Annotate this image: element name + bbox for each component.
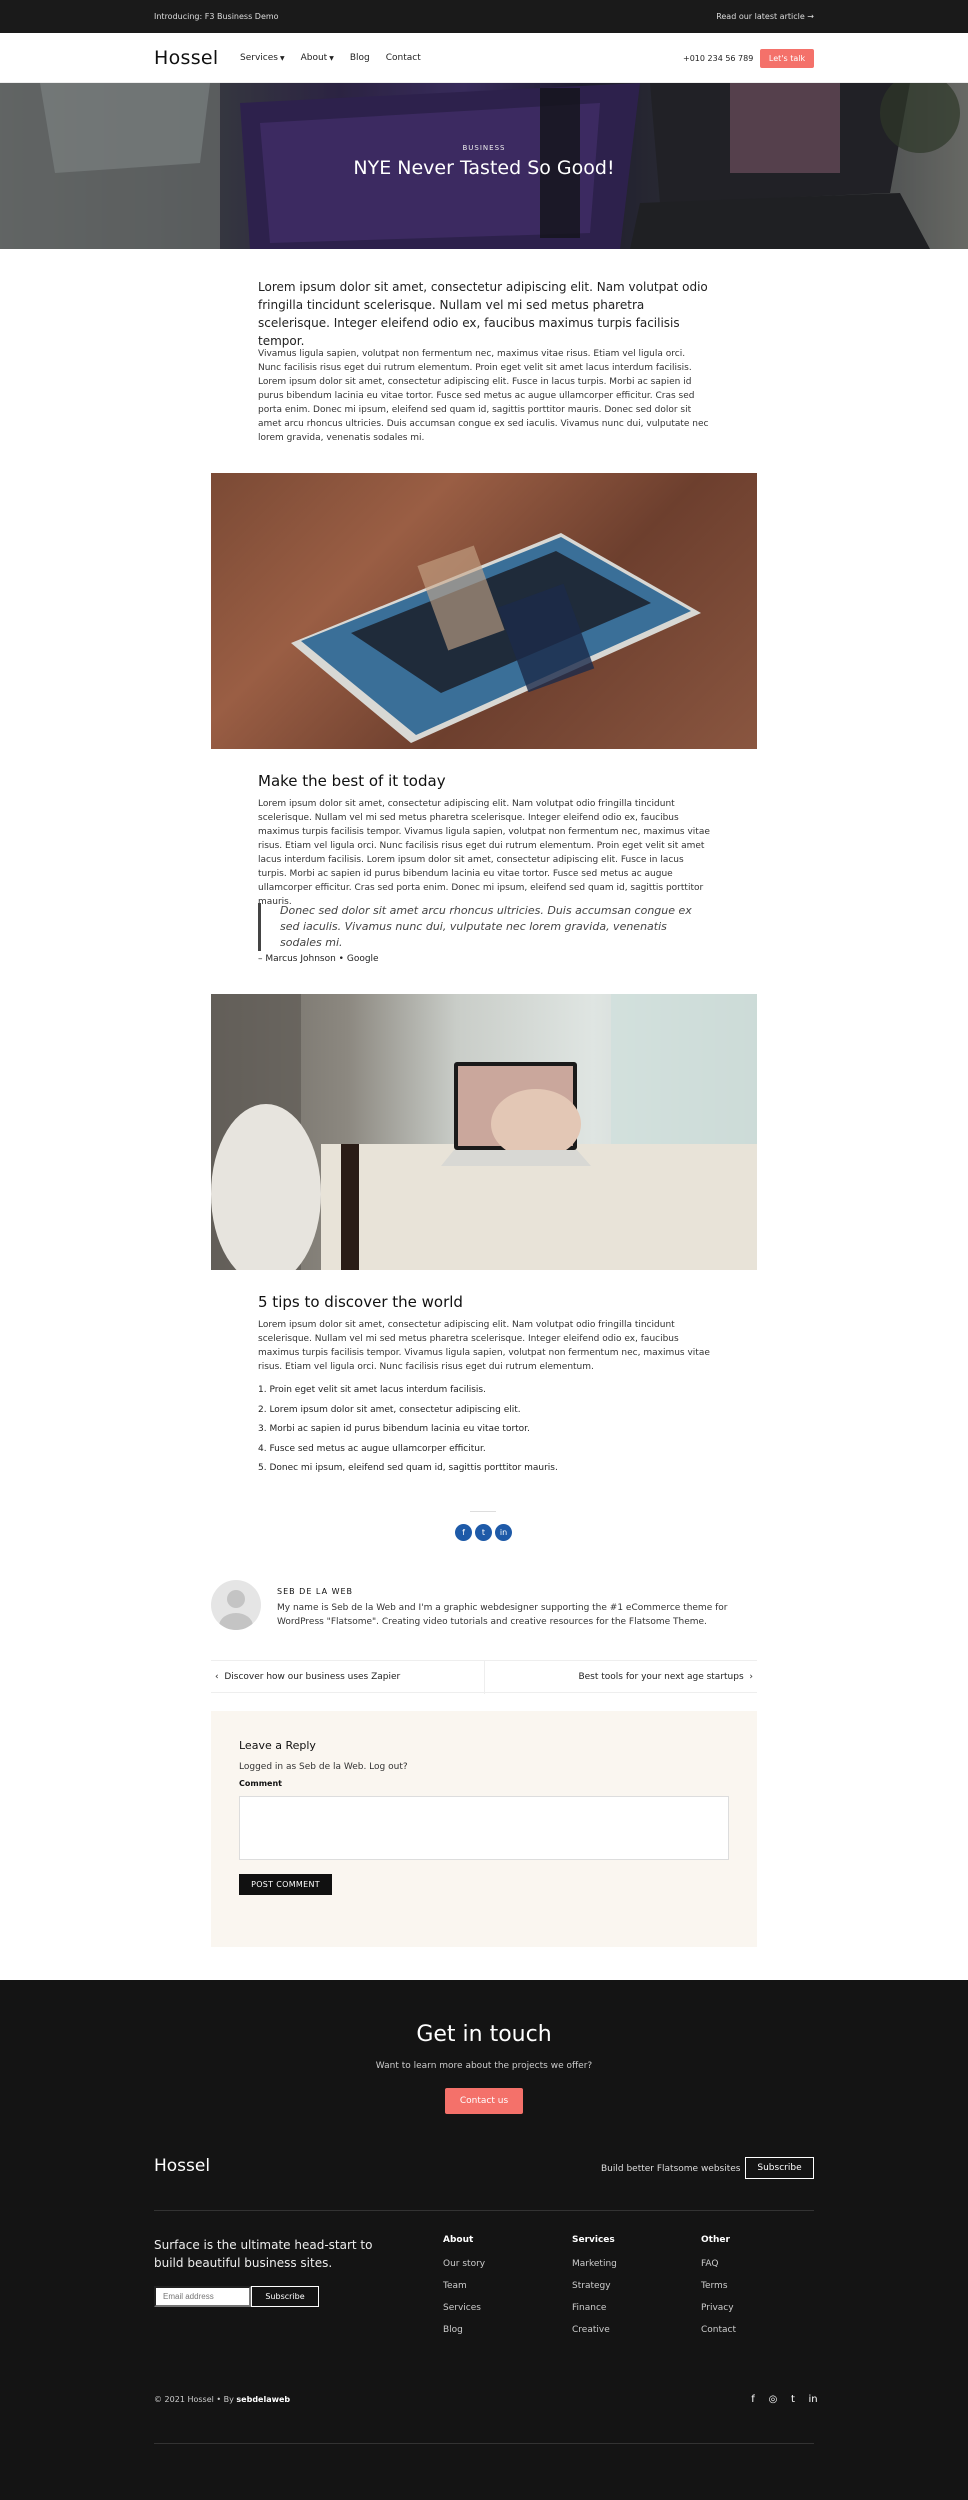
list-item: 5. Donec mi ipsum, eleifend sed quam id, sagittis porttitor mauris. [258,1463,558,1473]
blockquote: Donec sed dolor sit amet arcu rhoncus ultricies. Duis accumsan congue ex sed iaculis. Vivamus nunc dui, vulputate nec lorem gravida, venenatis sodales mi. [258,903,710,951]
list-item: 2. Lorem ipsum dolor sit amet, consectetur adipiscing elit. [258,1404,521,1415]
list-item: 4. Fusce sed metus ac augue ullamcorper efficitur. [258,1443,486,1454]
email-field[interactable] [154,2286,251,2307]
nav-about[interactable]: About ▼ [300,53,334,63]
section-heading: 5 tips to discover the world [258,1293,463,1311]
twitter-icon[interactable]: t [791,2393,795,2405]
footer-link[interactable]: Creative [572,2325,610,2335]
laptop-photo [211,994,757,1270]
nav-services[interactable]: Services ▼ [240,53,285,63]
logged-in-text[interactable]: Logged in as Seb de la Web. Log out? [239,1762,408,1772]
footer-column-services [572,2235,617,2347]
footer-link[interactable]: Strategy [572,2281,611,2291]
facebook-icon[interactable]: f [751,2393,755,2405]
footer-logo[interactable]: Hossel [154,2156,211,2176]
site-header [0,33,968,83]
post-navigation [211,1660,757,1693]
footer-link[interactable]: Privacy [701,2303,734,2313]
footer-subtitle: Want to learn more about the projects we offer? [375,2061,593,2071]
footer-link[interactable]: Finance [572,2303,607,2313]
quote-citation: – Marcus Johnson • Google [258,954,379,964]
footer-link[interactable]: Team [443,2281,467,2291]
footer-link[interactable]: FAQ [701,2259,719,2269]
tablet-photo [211,473,757,749]
instagram-icon[interactable]: ◎ [768,2393,778,2405]
section-heading: Make the best of it today [258,772,446,790]
footer-link[interactable]: Services [443,2303,481,2313]
phone-number[interactable]: +010 234 56 789 [683,54,754,63]
latest-article-link[interactable]: Read our latest article → [716,12,814,21]
lets-talk-button[interactable]: Let's talk [760,49,814,68]
reply-title: Leave a Reply [239,1739,316,1752]
chevron-down-icon: ▼ [329,55,334,62]
email-subscribe-button[interactable]: Subscribe [251,2286,319,2307]
share-buttons [455,1524,512,1541]
footer-link[interactable]: Terms [701,2281,728,2291]
chevron-down-icon: ▼ [279,55,285,62]
page-title: NYE Never Tasted So Good! [353,157,615,179]
contact-us-button[interactable]: Contact us [445,2088,523,2114]
hero-banner [0,83,968,249]
footer-column-other [701,2235,736,2347]
brand-link[interactable]: sebdelaweb [236,2395,291,2404]
linkedin-icon[interactable]: in [808,2393,818,2405]
divider [154,2443,814,2444]
avatar [211,1580,261,1630]
column-heading: About [443,2235,474,2245]
twitter-icon[interactable]: t [475,1524,492,1541]
footer-link[interactable]: Blog [443,2325,463,2335]
chevron-left-icon: ‹ [215,1672,225,1682]
body-paragraph: Lorem ipsum dolor sit amet, consectetur adipiscing elit. Nam volutpat odio fringilla tincidunt scelerisque. Nullam vel mi sed metus pharetra scelerisque. Integer eleifend odio ex, faucibus maximus turpis facilisis tempor. Vivamus ligula sapien, volutpat non fermentum nec, maximus vitae risus. Etiam vel ligula orci. Nunc facilisis risus eget dui rutrum elementum. [258,1320,710,1372]
footer-column-about [443,2235,485,2347]
author-name[interactable]: SEB DE LA WEB [277,1587,354,1596]
list-item: 1. Proin eget velit sit amet lacus interdum facilisis. [258,1385,486,1395]
author-bio: My name is Seb de la Web and I'm a graphic webdesigner supporting the #1 eCommerce theme for WordPress "Flatsome". Creating video tutorials and creative resources for the Flatsome Theme. [277,1603,728,1627]
body-paragraph: Vivamus ligula sapien, volutpat non fermentum nec, maximus vitae risus. Etiam vel ligula orci. Nunc facilisis risus eget dui rutrum elementum. Proin eget velit sit amet lacus interdum facilisis. Lorem ipsum dolor sit amet, consectetur adipiscing elit. Fusce in lacus turpis. Morbi ac sapien id purus bibendum lacinia eu vitae tortor. Fusce sed metus ac augue ullamcorper efficitur. Cras sed porta enim. Donec mi ipsum, eleifend sed quam id, sagittis porttitor mauris. Donec sed dolor sit amet arcu rhoncus ultricies. Duis accumsan congue ex sed iaculis. Vivamus nunc dui, vulputate nec lorem gravida, venenatis sodales mi. [258,349,709,443]
list-item: 3. Morbi ac sapien id purus bibendum lacinia eu vitae tortor. [258,1424,530,1434]
linkedin-icon[interactable]: in [495,1524,512,1541]
reply-form [211,1711,757,1947]
column-heading: Services [572,2235,615,2245]
category-label[interactable]: BUSINESS [462,144,506,152]
footer-link[interactable]: Our story [443,2259,486,2269]
comment-label: Comment [239,1779,282,1788]
next-post-link[interactable]: Best tools for your next age startups › [578,1672,753,1682]
previous-post-link[interactable]: ‹ Discover how our business uses Zapier [215,1672,401,1682]
chevron-right-icon: › [743,1672,753,1682]
column-heading: Other [701,2235,730,2245]
social-links [747,2393,819,2405]
site-footer [0,1980,968,2500]
subscribe-button[interactable]: Subscribe [745,2157,814,2179]
top-bar [0,0,968,33]
post-comment-button[interactable]: POST COMMENT [239,1874,332,1895]
copyright: © 2021 Hossel • By sebdelaweb [154,2395,291,2404]
promo-text[interactable]: Introducing: F3 Business Demo [154,12,279,21]
footer-link[interactable]: Contact [701,2325,737,2335]
body-paragraph: Lorem ipsum dolor sit amet, consectetur adipiscing elit. Nam volutpat odio fringilla tincidunt scelerisque. Nullam vel mi sed metus pharetra scelerisque. Integer eleifend odio ex, faucibus maximus turpis facilisis tempor. Vivamus ligula sapien, volutpat non fermentum nec, maximus vitae risus. Etiam vel ligula orci. Nunc facilisis risus eget dui rutrum elementum. Proin eget velit sit amet lacus interdum facilisis. Lorem ipsum dolor sit amet, consectetur adipiscing elit. Fusce in lacus turpis. Morbi ac sapien id purus bibendum lacinia eu vitae tortor. Fusce sed metus ac augue ullamcorper efficitur. Cras sed porta enim. Donec mi ipsum, eleifend sed quam id, sagittis porttitor mauris. [258,799,710,907]
lead-paragraph: Lorem ipsum dolor sit amet, consectetur adipiscing elit. Nam volutpat odio fringilla tincidunt scelerisque. Nullam vel mi sed metus pharetra scelerisque. Integer eleifend odio ex, faucibus maximus turpis facilisis tempor. [258,280,708,348]
main-nav [240,53,421,63]
tips-list [258,1385,710,1483]
logo[interactable]: Hossel [154,47,219,69]
nav-blog[interactable]: Blog [349,53,370,63]
divider [154,2210,814,2211]
footer-tagline: Surface is the ultimate head-start to build beautiful business sites. [154,2238,373,2270]
nav-contact[interactable]: Contact [385,53,421,63]
footer-link[interactable]: Marketing [572,2259,617,2269]
author-box [211,1580,757,1630]
facebook-icon[interactable]: f [455,1524,472,1541]
footer-title: Get in touch [416,2022,552,2047]
build-text: Build better Flatsome websites [601,2164,741,2174]
comment-field[interactable] [239,1796,729,1860]
